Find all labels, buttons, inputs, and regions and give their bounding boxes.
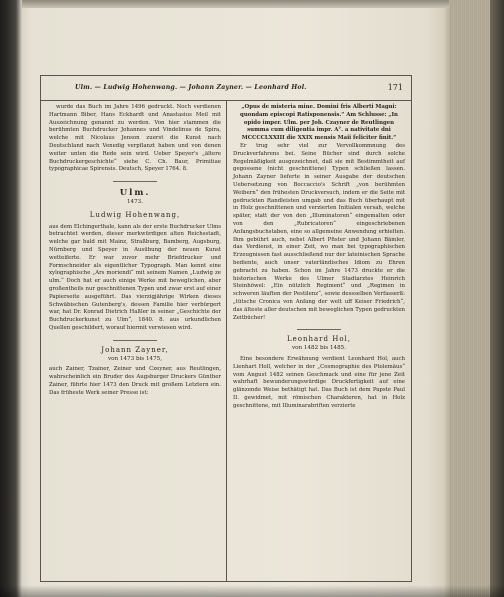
page-number: 171 xyxy=(387,83,403,92)
right-column xyxy=(233,104,405,410)
running-header xyxy=(41,76,411,101)
page-edges xyxy=(449,0,504,597)
running-title: Ulm. — Ludwig Hohenwang. — Johann Zayner. — Leonhard Hol. xyxy=(75,84,307,91)
column-divider xyxy=(226,100,227,581)
section-rule xyxy=(297,329,341,330)
section-rule xyxy=(113,181,157,182)
book-page xyxy=(40,75,412,582)
subsection-name: Leonhard Hol, xyxy=(286,335,352,344)
paragraph: Eine besondere Erwähnung verdient Leonhard Hol, auch Lienhart Holl, welcher in der „Cosmographie des Ptolemäus“ vom Angust 1482 seinen Geschmack und eine für jene Zeit wahrhaft bewunderungswürdige Druckfertigkeit auf eine glänzende Weise bethätigt hat. Das Buch ist dem Papste Paul II. gewidmet, mit römischen Charakteren, hat in Holz geschnittene, mit Illuminarabriften verzierte xyxy=(233,355,405,409)
paragraph: aus dem Elchingerthale, kann als der erste Buchdrucker Ulms betrachtet werden, dieser merkwürdigen alten Reichsstadt, welche gar bald mit Mainz, Straßburg, Bamberg, Augsburg, Nürnberg und Speyer in Ausübung der neuen Kunst wetteiferte. Er war zuvor mehr Briefdrucker und Formschneider als eigentlicher Typograph. Man kennt eine xylographische „Ars moriendi“ mit seinem Namen „Ludwig ze ulm.“ Doch hat er auch einige Werke mit beweglichen, aber großentheils nur geschnittenen Typen und zwar erst auf einer Papierseite ausgeführt. Das vierzigjährige Wirken dieses Schwäbischen Gutenberg's, dessen Familie hier verbürgert war, hat Dr. Konrad Dietrich Haßler in seiner „Geschichte der Buchdruckerkunst zu Ulm“, 1840. 8. aus urkundlichen Quellen geschildert, worauf hiermit verwiesen wird. xyxy=(49,223,221,331)
bottom-shadow xyxy=(0,585,504,597)
section-year: 1473. xyxy=(126,198,143,205)
subsection-name: Ludwig Hohenwang, xyxy=(89,210,181,219)
section-rule xyxy=(113,340,157,341)
section-title: Ulm. xyxy=(119,188,151,199)
paragraph: auch Zainer, Tzainer, Zeiner und Czeyner, aus Reutlingen, wahrscheinlich ein Bruder des Augsburger Druckers Günther Zainer, führte hier 1473 den Druck mit großem Letztern ein. Das früheste Werk seiner Presse ist: xyxy=(49,366,221,396)
subsection-name: Johann Zayner, xyxy=(101,345,169,354)
page-top-edge xyxy=(22,0,452,8)
incipit-quote: „Opus de misteria mine. Domini fris Alberti Magni: quondam episcopi Ratisponensis.“ Am Schlusse: „In opido imper. Ulm. per Joh. Czayner de Reutlingen summa cum diligentia impr. A°. a nativitate dni MCCCCLXXIII die XXIX mensis Maii feliciter finit.“ xyxy=(240,104,398,142)
paragraph: Er trug sehr viel zur Vervollkommnung des Druckverfahrens bei. Seine Bücher sind durch solche Regelmäßigkeit ausgezeichnet, daß sie mit Bestimmtheit auf gegossene (nicht geschnittene) Typen schließen lassen. Johann Zayner lieferte in seiner Ausgabe der deutschen Uebersetzung von Boccaccio's Schrift „von berühmten Weibern“ den frühesten Druckversuch, indem er die Seite mit gedruckten Randleisten umgab und das Buch überhaupt mit in Holz geschnittenen und verzierten Initialen versah, welche später, statt der von den „Illuminatoren“ eingemalten oder von den „Rubricatoren“ eingeschriebenen Anfangsbuchstaben, eine so allgemeine Anwendung erhielten. Ihm gebührt auch, nebst Albert Pfister und Johann Bämler, das Verdienst, in einer Zeit, wo man bei typographischen Erzeugnissen fast ausschließend nur der lateinischen Sprache bediente, auch unser vaterländisches Idiom zu Ehren gebracht zu haben. Schon im Jahre 1473 druckte er die historischen Werke des Ulmer Stadtarztes Heinrich Steinhöwel: „Ein nützlich Regiment“ und „Regimen in schweren läuften der Pestilenz“, sowie dessselben Verfasserß: „tütsche Cronica von Anfang der welt uff Keiser Friedrich“, das älteste aller deutschen mit beweglichen Typen gedruckten Zeitbücher! xyxy=(233,142,405,321)
subsection-years: von 1473 bis 1475, xyxy=(108,355,162,362)
paragraph: wurde das Buch im Jahre 1496 gedruckt. Noch verdienen Hartmann Biber, Hans Eckhardt und Anastasius Meil mit Auszeichnung genannt zu werden. Von hier stammen die berühmten Buchdrucker Johannes und Vindelinus de Spira, welche mit Nicolaus Jenson zuerst die Kunst nach Deutschland nach Venedig verpflanzt haben und von denen weiter unten die Rede sein wird. Ueber Speyer's „ältere Buchdruckergeschichte“ siehe C. Ch. Baur, Primitiae typographicae Spirensis. Deutsch, Speyer 1764. 8. xyxy=(49,104,221,173)
left-column xyxy=(49,104,221,398)
subsection-years: von 1482 bis 1485. xyxy=(292,345,346,352)
